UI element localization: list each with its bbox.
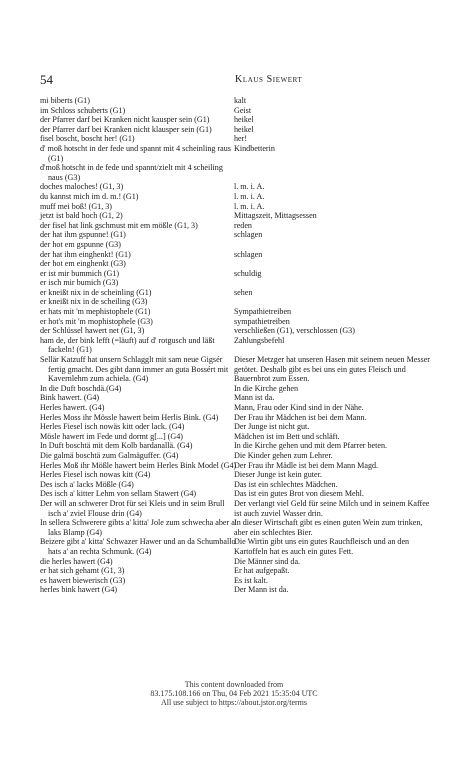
dialect-phrase: In sellera Schwerere gibts a' kitta' Jole zum schwecha aber a' laks Blamp (G4)	[40, 518, 237, 537]
dialect-phrase: d' moß hotscht in der fede und spannt mit 4 scheinling raus (G1)	[40, 143, 231, 163]
dialect-phrase: d'moß hotscht in de fede und spannt/zielt mit 4 scheiling naus (G3)	[40, 163, 223, 182]
glossary-row	[40, 480, 430, 490]
dialect-phrase: er hat sich gehamt (G1, 3)	[40, 566, 125, 576]
dialect-phrase: er kneißt nix in de scheinling (G1)	[40, 287, 152, 297]
glossary-row	[40, 259, 430, 269]
glossary-row	[40, 393, 430, 403]
translation: Die Männer sind da.	[234, 556, 301, 566]
glossary-row	[40, 489, 430, 499]
glossary-row	[40, 106, 430, 116]
translation: Die Wirtin gibt uns ein gutes Rauchfleisch und an den Kartoffeln hat es auch ein gutes Fett.	[234, 537, 410, 556]
translation: Mann ist da.	[234, 393, 275, 403]
glossary-table	[40, 96, 430, 595]
dialect-phrase: er hats mit 'm mephistophele (G1)	[40, 307, 151, 317]
glossary-row	[40, 230, 430, 240]
dialect-phrase: doches maloches! (G1, 3)	[40, 182, 124, 192]
translation: Es ist kalt.	[234, 575, 268, 585]
footer-line: All use subject to https://about.jstor.org/terms	[160, 698, 308, 707]
glossary-row	[40, 413, 430, 423]
running-head: Klaus Siewert	[235, 74, 303, 85]
translation: schuldig	[234, 268, 262, 278]
dialect-phrase: Herles Moß ihr Mößle hawert beim Herles Bink Model (G4)	[40, 460, 237, 470]
translation: l. m. i. A.	[234, 201, 265, 211]
translation: Der Mann ist da.	[234, 585, 289, 595]
translation: In die Kirche gehen und mit dem Pfarrer beten.	[234, 441, 388, 451]
dialect-phrase: Beizere gibt a' kitta' Schwazer Hawer und an da Schumballo hats a' an rechta Schmunk. (G4)	[40, 537, 236, 556]
glossary-row	[40, 537, 430, 556]
dialect-phrase: er hot's mit 'm mophistophele (G3)	[40, 316, 153, 326]
translation: verschließen (G1), verschlossen (G3)	[234, 326, 355, 336]
dialect-phrase: er ist mir bummich (G1)	[40, 268, 120, 278]
dialect-phrase: der hot em einghenkt (G3)	[40, 259, 126, 269]
translation: Der Frau ihr Mädchen ist bei dem Mann.	[234, 412, 367, 422]
dialect-phrase: Die galmä boschtä zum Galmäguffer. (G4)	[40, 450, 179, 460]
dialect-phrase: Herles hawert. (G4)	[40, 403, 105, 412]
dialect-phrase: die herles hawert (G4)	[40, 556, 113, 566]
glossary-row	[40, 355, 430, 384]
translation: heikel	[234, 124, 254, 134]
dialect-phrase: Des isch a' kitter Lehm von sellam Stawert (G4)	[40, 489, 197, 499]
dialect-phrase: der Schlüssel hawert net (G1, 3)	[40, 326, 145, 336]
glossary-row	[40, 557, 430, 567]
dialect-phrase: Sellär Katzuff hat unsern Schlagglt mit sam neue Gigsér fertig gmacht. Des gibt dann immer an guta Bossért mit Kavernlehm zum achiela. (G4)	[40, 355, 229, 384]
translation: heikel	[234, 115, 254, 125]
dialect-phrase: Herles Fiesel isch nowäs kitt oder lack. (G4)	[40, 422, 185, 432]
glossary-row	[40, 269, 430, 279]
translation: In die Kirche gehen	[234, 383, 299, 393]
translation: Dieser Junge ist kein guter.	[234, 470, 322, 480]
glossary-row	[40, 288, 430, 298]
glossary-row	[40, 144, 430, 163]
dialect-phrase: Der will an schwerer Drot für sei Kleis und in seim Brull isch a' zviel Flouse drin (G4)	[40, 498, 225, 518]
dialect-phrase: der hat ihm einghenkt! (G1)	[40, 249, 131, 259]
glossary-row	[40, 317, 430, 327]
translation: Dieser Metzger hat unseren Hasen mit seinem neuen Messer getötet. Deshalb gibt es bei uns ein gutes Fleisch und Bauernbrot zum Essen.	[234, 355, 430, 384]
dialect-phrase: er kneißt nix in de scheiling (G3)	[40, 297, 148, 307]
dialect-phrase: der Pfarrer darf bei Kranken nicht kausper sein (G1)	[40, 115, 210, 125]
translation: Das ist ein gutes Brot von diesem Mehl.	[234, 489, 364, 499]
page-number: 54	[40, 72, 53, 87]
translation: sehen	[234, 287, 253, 297]
translation: l. m. i. A.	[234, 182, 265, 192]
dialect-phrase: Mösle hawert im Fede und dormt g[...] (G4)	[40, 431, 183, 441]
translation: Der Junge ist nicht gut.	[234, 422, 310, 432]
glossary-row	[40, 403, 430, 413]
glossary-row	[40, 134, 430, 144]
glossary-row	[40, 499, 430, 518]
dialect-phrase: er isch mir bumich (G3)	[40, 278, 119, 288]
translation: Das ist ein schlechtes Mädchen.	[234, 479, 338, 489]
glossary-row	[40, 202, 430, 212]
glossary-row	[40, 221, 430, 231]
jstor-footer	[0, 680, 468, 707]
translation: her!	[234, 134, 248, 144]
glossary-row	[40, 585, 430, 595]
page-header	[40, 72, 430, 88]
dialect-phrase: herles bink hawert (G4)	[40, 585, 118, 595]
footer-line: This content downloaded from	[184, 680, 284, 689]
glossary-row	[40, 451, 430, 461]
dialect-phrase: In Duft boschtä mit dem Kolb bardanallä. (G4)	[40, 441, 193, 451]
glossary-row	[40, 441, 430, 451]
dialect-phrase: der fisel hat link gschmust mit em mößle (G1, 3)	[40, 220, 198, 230]
dialect-phrase: im Schloss schuberts (G1)	[40, 105, 126, 115]
translation: Mann, Frau oder Kind sind in der Nähe.	[234, 403, 364, 412]
dialect-phrase: Des isch a' lacks Mößle (G4)	[40, 479, 134, 489]
glossary-row	[40, 240, 430, 250]
translation: Er hat aufgepaßt.	[234, 566, 290, 576]
glossary-row	[40, 461, 430, 471]
glossary-row	[40, 336, 430, 355]
glossary-row	[40, 250, 430, 260]
translation: reden	[234, 220, 252, 230]
dialect-phrase: es hawert biewerisch (G3)	[40, 575, 126, 585]
translation: schlagen	[234, 230, 263, 240]
dialect-phrase: Bink hawert. (G4)	[40, 393, 100, 403]
glossary-row	[40, 576, 430, 586]
translation: l. m. i. A.	[234, 191, 265, 201]
glossary-row	[40, 432, 430, 442]
translation: Sympathietreiben	[234, 307, 292, 317]
glossary-row	[40, 326, 430, 336]
dialect-phrase: Herles Fiesel isch nowas kitt (G4)	[40, 470, 151, 480]
dialect-phrase: Herles Moss ihr Mössle hawert beim Herlis Bink. (G4)	[40, 412, 219, 422]
dialect-phrase: der Pfarrer darf bei Kranken nicht klausper sein (G1)	[40, 124, 212, 134]
glossary-row	[40, 182, 430, 192]
translation: schlagen	[234, 249, 263, 259]
translation: Mädchen ist im Bett und schläft.	[234, 431, 340, 441]
dialect-phrase: In die Duft boschdä.(G4)	[40, 383, 122, 393]
dialect-phrase: muff mei boß! (G1, 3)	[40, 201, 113, 211]
footer-line: 83.175.108.166 on Thu, 04 Feb 2021 15:35:04 UTC	[150, 689, 318, 698]
translation: In dieser Wirtschaft gibt es einen guten Wein zum trinken, aber ein schlechtes Bier.	[234, 518, 423, 537]
glossary-row	[40, 307, 430, 317]
dialect-phrase: der hat ihm gspunne! (G1)	[40, 230, 126, 240]
dialect-phrase: ham de, der bink lefft (=läuft) auf d' rotgusch und läßt fackeln! (G1)	[40, 335, 215, 355]
glossary-row	[40, 566, 430, 576]
translation: Zahlungsbefehl	[234, 335, 285, 345]
glossary-row	[40, 278, 430, 288]
translation: sympathietreiben	[234, 316, 290, 326]
glossary-row	[40, 297, 430, 307]
translation: Kindbetterin	[234, 143, 275, 153]
translation: Mittagszeit, Mittagsessen	[234, 211, 317, 221]
glossary-row	[40, 518, 430, 537]
translation: Geist	[234, 105, 252, 115]
glossary-row	[40, 211, 430, 221]
glossary-row	[40, 163, 430, 182]
glossary-row	[40, 384, 430, 394]
translation: kalt	[234, 96, 247, 105]
dialect-phrase: mi biberts (G1)	[40, 96, 90, 105]
glossary-row	[40, 470, 430, 480]
dialect-phrase: fisel boscht, boscht her! (G1)	[40, 134, 135, 144]
translation: Die Kinder gehen zum Lehrer.	[234, 450, 333, 460]
dialect-phrase: du kannst mich im d. m.! (G1)	[40, 191, 139, 201]
translation: Der Frau ihr Mädle ist bei dem Mann Magd.	[234, 460, 379, 470]
translation: Der verlangt viel Geld für seine Milch und in seinem Kaffee ist auch zuviel Wasser drin.	[234, 498, 430, 518]
glossary-row	[40, 125, 430, 135]
glossary-row	[40, 96, 430, 106]
dialect-phrase: jetzt ist bald hoch (G1, 2)	[40, 211, 123, 221]
glossary-row	[40, 192, 430, 202]
glossary-row	[40, 115, 430, 125]
glossary-row	[40, 422, 430, 432]
dialect-phrase: der hot em gspunne (G3)	[40, 239, 121, 249]
